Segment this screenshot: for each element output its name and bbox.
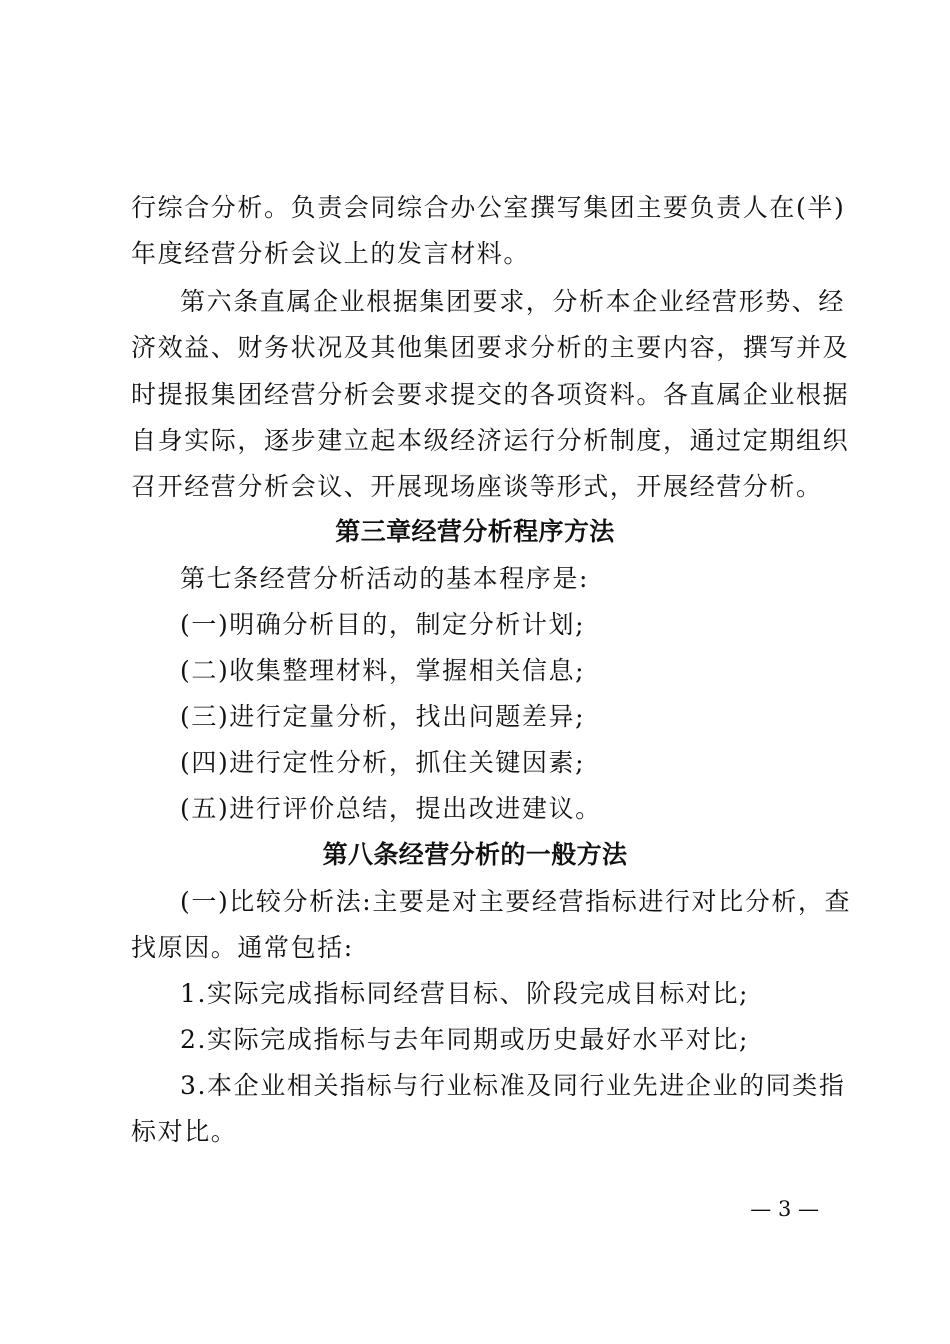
paragraph-line: 行综合分析。负责会同综合办公室撰写集团主要负责人在(半) [131,193,846,222]
comparison-item: 标对比。 [131,1117,238,1146]
method-line: 找原因。通常包括: [131,933,354,962]
paragraph-line: 年度经营分析会议上的发言材料。 [131,239,531,268]
comparison-item: 3.本企业相关指标与行业标准及同行业先进企业的同类指 [180,1071,846,1100]
page-number: — 3 — [750,1197,819,1221]
procedure-step: (三)进行定量分析，找出问题差异; [180,702,586,731]
article-heading: 第八条经营分析的一般方法 [322,840,628,869]
article6-line: 自身实际，逐步建立起本级经济运行分析制度，通过定期组织 [131,426,850,455]
comparison-item: 1.实际完成指标同经营目标、阶段完成目标对比; [180,979,750,1008]
article6-line: 时提报集团经营分析会要求提交的各项资料。各直属企业根据 [131,380,850,409]
comparison-item: 2.实际完成指标与去年同期或历史最好水平对比; [180,1025,750,1054]
article7-intro: 第七条经营分析活动的基本程序是: [180,564,590,593]
article6-line: 第六条直属企业根据集团要求，分析本企业经营形势、经 [180,287,846,316]
procedure-step: (一)明确分析目的，制定分析计划; [180,610,586,639]
procedure-step: (四)进行定性分析，抓住关键因素; [180,748,586,777]
procedure-step: (五)进行评价总结，提出改进建议。 [180,794,602,823]
article6-line: 济效益、财务状况及其他集团要求分析的主要内容，撰写并及 [131,333,850,362]
procedure-step: (二)收集整理材料，掌握相关信息; [180,656,586,685]
chapter-heading: 第三章经营分析程序方法 [335,517,615,546]
method-line: (一)比较分析法:主要是对主要经营指标进行对比分析，查 [180,887,852,916]
article6-line: 召开经营分析会议、开展现场座谈等形式，开展经营分析。 [131,472,823,501]
